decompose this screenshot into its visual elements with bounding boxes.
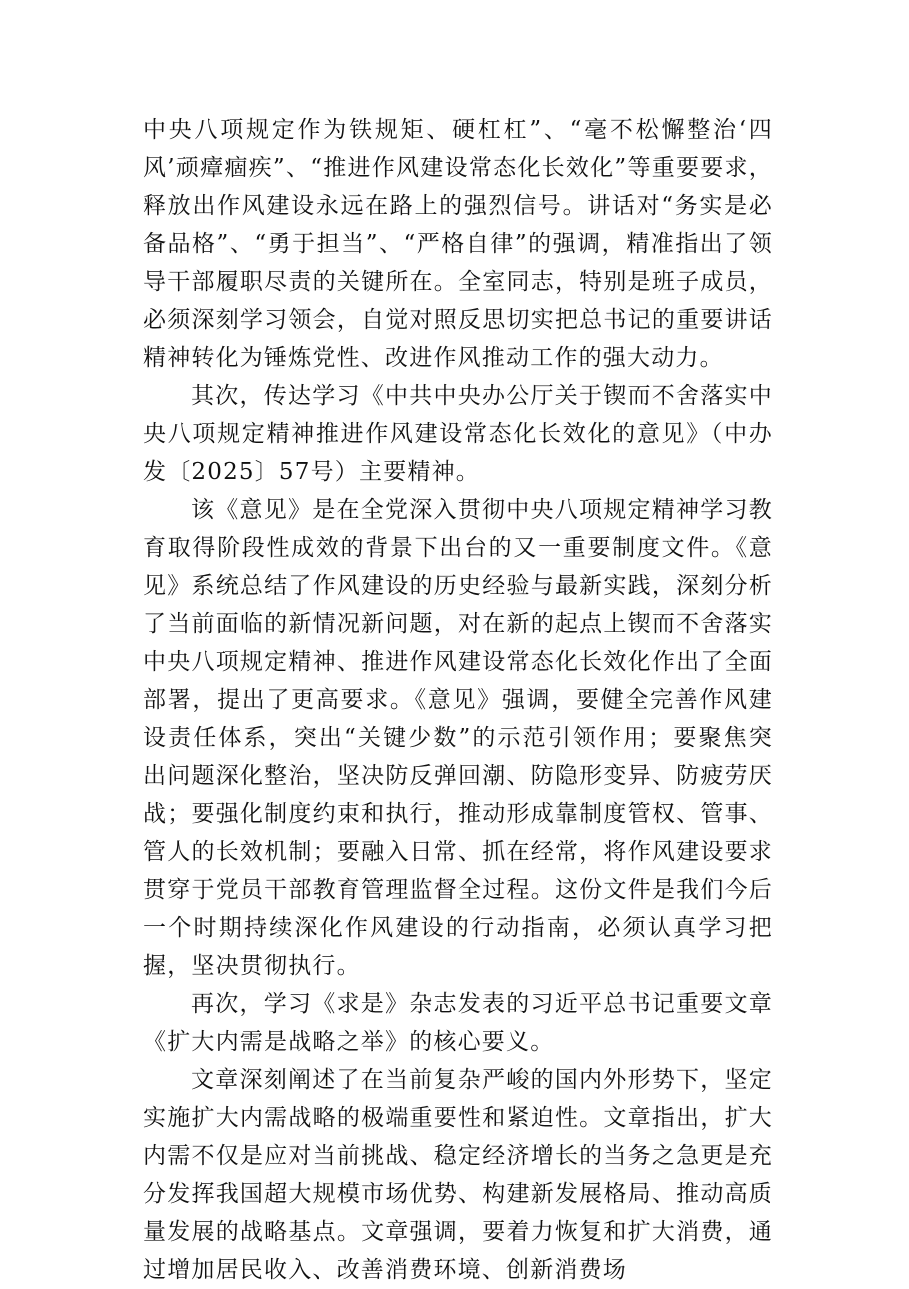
document-body	[143, 111, 773, 1289]
paragraph-3: 该《意见》是在全党深入贯彻中央八项规定精神学习教育取得阶段性成效的背景下出台的又一重要制度文件。《意见》系统总结了作风建设的历史经验与最新实践，深刻分析了当前面临的新情况新问题，对在新的起点上锲而不舍落实中央八项规定精神、推进作风建设常态化长效化作出了全面部署，提出了更高要求。《意见》强调，要健全完善作风建设责任体系，突出“关键少数”的示范引领作用；要聚焦突出问题深化整治，坚决防反弹回潮、防隐形变异、防疲劳厌战；要强化制度约束和执行，推动形成靠制度管权、管事、管人的长效机制；要融入日常、抓在经常，将作风建设要求贯穿于党员干部教育管理监督全过程。这份文件是我们今后一个时期持续深化作风建设的行动指南，必须认真学习把握，坚决贯彻执行。	[143, 497, 773, 979]
paragraph-5: 文章深刻阐述了在当前复杂严峻的国内外形势下，坚定实施扩大内需战略的极端重要性和紧迫性。文章指出，扩大内需不仅是应对当前挑战、稳定经济增长的当务之急更是充分发挥我国超大规模市场优势、构建新发展格局、推动高质量发展的战略基点。文章强调，要着力恢复和扩大消费，通过增加居民收入、改善消费环境、创新消费场	[143, 1067, 773, 1283]
paragraph-2: 其次，传达学习《中共中央办公厅关于锲而不舍落实中央八项规定精神推进作风建设常态化长效化的意见》（中办发〔2025〕57号）主要精神。	[143, 383, 773, 485]
paragraph-4: 再次，学习《求是》杂志发表的习近平总书记重要文章《扩大内需是战略之举》的核心要义。	[143, 991, 773, 1055]
paragraph-1: 中央八项规定作为铁规矩、硬杠杠”、“毫不松懈整治‘四风’顽瘴痼疾”、“推进作风建设常态化长效化”等重要要求，释放出作风建设永远在路上的强烈信号。讲话对“务实是必备品格”、“勇于担当”、“严格自律”的强调，精准指出了领导干部履职尽责的关键所在。全室同志，特别是班子成员，必须深刻学习领会，自觉对照反思切实把总书记的重要讲话精神转化为锤炼党性、改进作风推动工作的强大动力。	[143, 117, 773, 371]
